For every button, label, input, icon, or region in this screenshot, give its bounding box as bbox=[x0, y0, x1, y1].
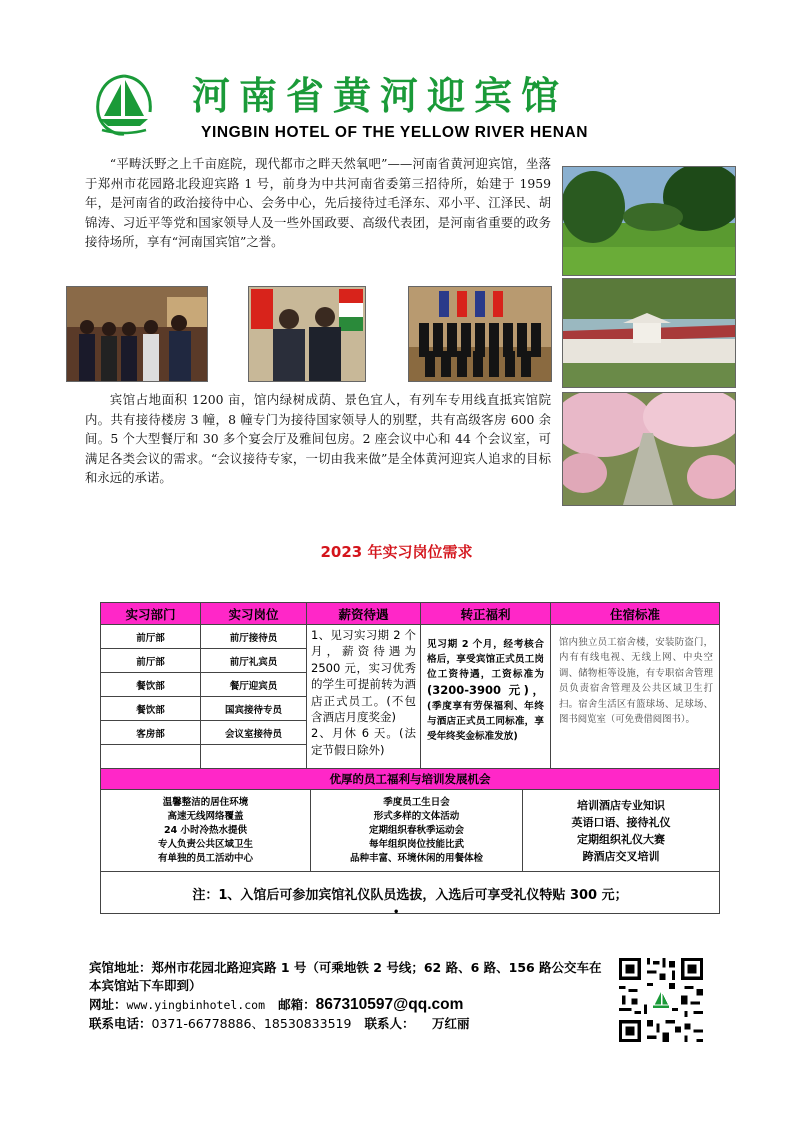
benefits-list-activities bbox=[311, 790, 523, 872]
benefit-cell bbox=[421, 625, 551, 769]
intro-paragraph-1 bbox=[85, 154, 551, 252]
salary-text-2: 2、月休 6 天。(法定节假日除外) bbox=[311, 726, 416, 757]
intro-text-2: 宾馆占地面积 1200 亩，馆内绿树成荫、景色宜人，有列车专用线直抵宾馆院内。共有接待楼房 3 幢，8 幢专门为接待国家领导人的别墅，共有高级客房 600 余间。5 个大型餐厅和 30 多个宴会厅及雅间包房。2 座会议中心和 44 个会议室，可满足各类会议的需求。“会议接待专家，一切由我来做”是全体黄河迎宾人追求的目标和永远的承诺。 bbox=[85, 392, 551, 485]
benefits-list-living bbox=[101, 790, 311, 872]
hotel-title-cn: 河南省黄河迎宾馆 bbox=[192, 74, 569, 118]
header-housing: 住宿标准 bbox=[551, 603, 719, 625]
benefit-item: 有单独的员工活动中心 bbox=[157, 852, 253, 864]
salary-text: 1、见习实习期 2 个月，薪资待遇为 2500 元，实习优秀的学生可提前转为酒店正式员工。(不包含酒店月度奖金) bbox=[311, 628, 416, 725]
photo-leaders bbox=[248, 286, 366, 382]
benefit-item: 形式多样的文体活动 bbox=[373, 810, 460, 822]
hotel-contact bbox=[89, 1015, 469, 1033]
benefit-item: 品种丰富、环境休闲的用餐体检 bbox=[349, 852, 483, 864]
salary-cell bbox=[307, 625, 421, 769]
internship-table bbox=[100, 602, 720, 918]
intro-text-1: “平畴沃野之上千亩庭院，现代都市之畔天然氧吧”——河南省黄河迎宾馆，坐落于郑州市花园路北段迎宾路 1 号，前身为中共河南省委第三招待所，始建于 1959 年，是河南省的政治接待中心、会务中心，先后接待过毛泽东、邓小平、江泽民、胡锦涛、习近平等党和国家领导人及一些外国政要、高级代表团，是河南省重要的政务接待场所，享有“河南国宾馆”之誉。 bbox=[85, 156, 551, 249]
qr-code-icon bbox=[615, 955, 707, 1045]
benefit-item: 定期组织礼仪大赛 bbox=[577, 832, 665, 846]
hotel-title-en: YINGBIN HOTEL OF THE YELLOW RIVER HENAN bbox=[201, 124, 589, 141]
table-note: 注：1、入馆后可参加宾馆礼仪队员选拔，入选后可享受礼仪特贴 300 元； bbox=[192, 887, 628, 903]
row-dept: 前厅部 bbox=[101, 625, 201, 649]
address-label: 宾馆地址： bbox=[89, 960, 152, 975]
row-post: 会议室接待员 bbox=[201, 721, 307, 745]
benefit-range: (3200-3900 元)， bbox=[427, 682, 544, 697]
hotel-web-email bbox=[89, 996, 463, 1014]
contact-label: 联系人： bbox=[364, 1016, 415, 1031]
photo-building bbox=[562, 278, 736, 388]
email-link[interactable]: 867310597@qq.com bbox=[315, 996, 464, 1013]
header-benefit: 转正福利 bbox=[421, 603, 551, 625]
benefit-note: (季度享有劳保福利、年终与酒店正式员工同标准，享受年终奖金标准发放) bbox=[427, 700, 544, 743]
note-dot: • bbox=[393, 907, 400, 918]
row-post: 前厅礼宾员 bbox=[201, 649, 307, 673]
header-salary: 薪资待遇 bbox=[307, 603, 421, 625]
benefit-item: 培训酒店专业知识 bbox=[577, 798, 665, 812]
row-empty bbox=[201, 745, 307, 769]
photo-garden bbox=[562, 166, 736, 276]
photo-staff bbox=[408, 286, 552, 382]
benefits-list-training bbox=[523, 790, 719, 872]
hotel-address bbox=[89, 959, 609, 995]
photo-reception bbox=[66, 286, 208, 382]
web-label: 网址： bbox=[89, 997, 127, 1012]
contact-value: 万红丽 bbox=[431, 1016, 470, 1031]
benefit-text: 见习期 2 个月，经考核合格后，享受宾馆正式员工岗位工资待遇，工资标准为 bbox=[427, 639, 544, 681]
row-dept: 客房部 bbox=[101, 721, 201, 745]
housing-cell: 馆内独立员工宿舍楼，安装防盗门，内有有线电视、无线上网、中央空调、储物柜等设施，有专职宿舍管理员负责宿舍管理及公共区域卫生打扫。宿舍生活区有篮球场、足球场、图书阅览室（可免费借阅图书）。 bbox=[551, 625, 719, 769]
internship-section-title: 2023 年实习岗位需求 bbox=[320, 543, 473, 561]
header-dept: 实习部门 bbox=[101, 603, 201, 625]
benefits-bar: 优厚的员工福利与培训发展机会 bbox=[101, 769, 719, 790]
header-post: 实习岗位 bbox=[201, 603, 307, 625]
benefit-item: 24 小时冷热水提供 bbox=[163, 824, 248, 836]
benefit-item: 季度员工生日会 bbox=[383, 796, 450, 808]
benefit-item: 定期组织春秋季运动会 bbox=[368, 824, 464, 836]
email-label: 邮箱： bbox=[278, 997, 316, 1012]
sailboat-logo-icon bbox=[94, 72, 154, 138]
row-dept: 餐饮部 bbox=[101, 673, 201, 697]
benefit-item: 高速无线网络覆盖 bbox=[167, 810, 244, 822]
address-value: 郑州市花园北路迎宾路 1 号（可乘地铁 2 号线；62 路、6 路、156 路公交车在本宾馆站下车即到） bbox=[89, 960, 602, 993]
row-post: 国宾接待专员 bbox=[201, 697, 307, 721]
benefit-item: 温馨整洁的居住环境 bbox=[162, 796, 249, 808]
row-dept: 餐饮部 bbox=[101, 697, 201, 721]
row-post: 餐厅迎宾员 bbox=[201, 673, 307, 697]
website-link[interactable]: www.yingbinhotel.com bbox=[126, 998, 265, 1012]
benefit-item: 英语口语、接待礼仪 bbox=[571, 815, 671, 829]
tel-value: 0371-66778886、18530833519 bbox=[151, 1016, 352, 1031]
benefit-item: 专人负责公共区域卫生 bbox=[157, 838, 253, 850]
photo-path bbox=[562, 392, 736, 506]
row-empty bbox=[101, 745, 201, 769]
row-dept: 前厅部 bbox=[101, 649, 201, 673]
row-post: 前厅接待员 bbox=[201, 625, 307, 649]
hotel-logo bbox=[94, 72, 154, 138]
benefit-item: 跨酒店交叉培训 bbox=[582, 849, 660, 863]
tel-label: 联系电话： bbox=[89, 1016, 152, 1031]
intro-paragraph-2 bbox=[85, 390, 551, 488]
benefit-item: 每年组织岗位技能比武 bbox=[368, 838, 464, 850]
